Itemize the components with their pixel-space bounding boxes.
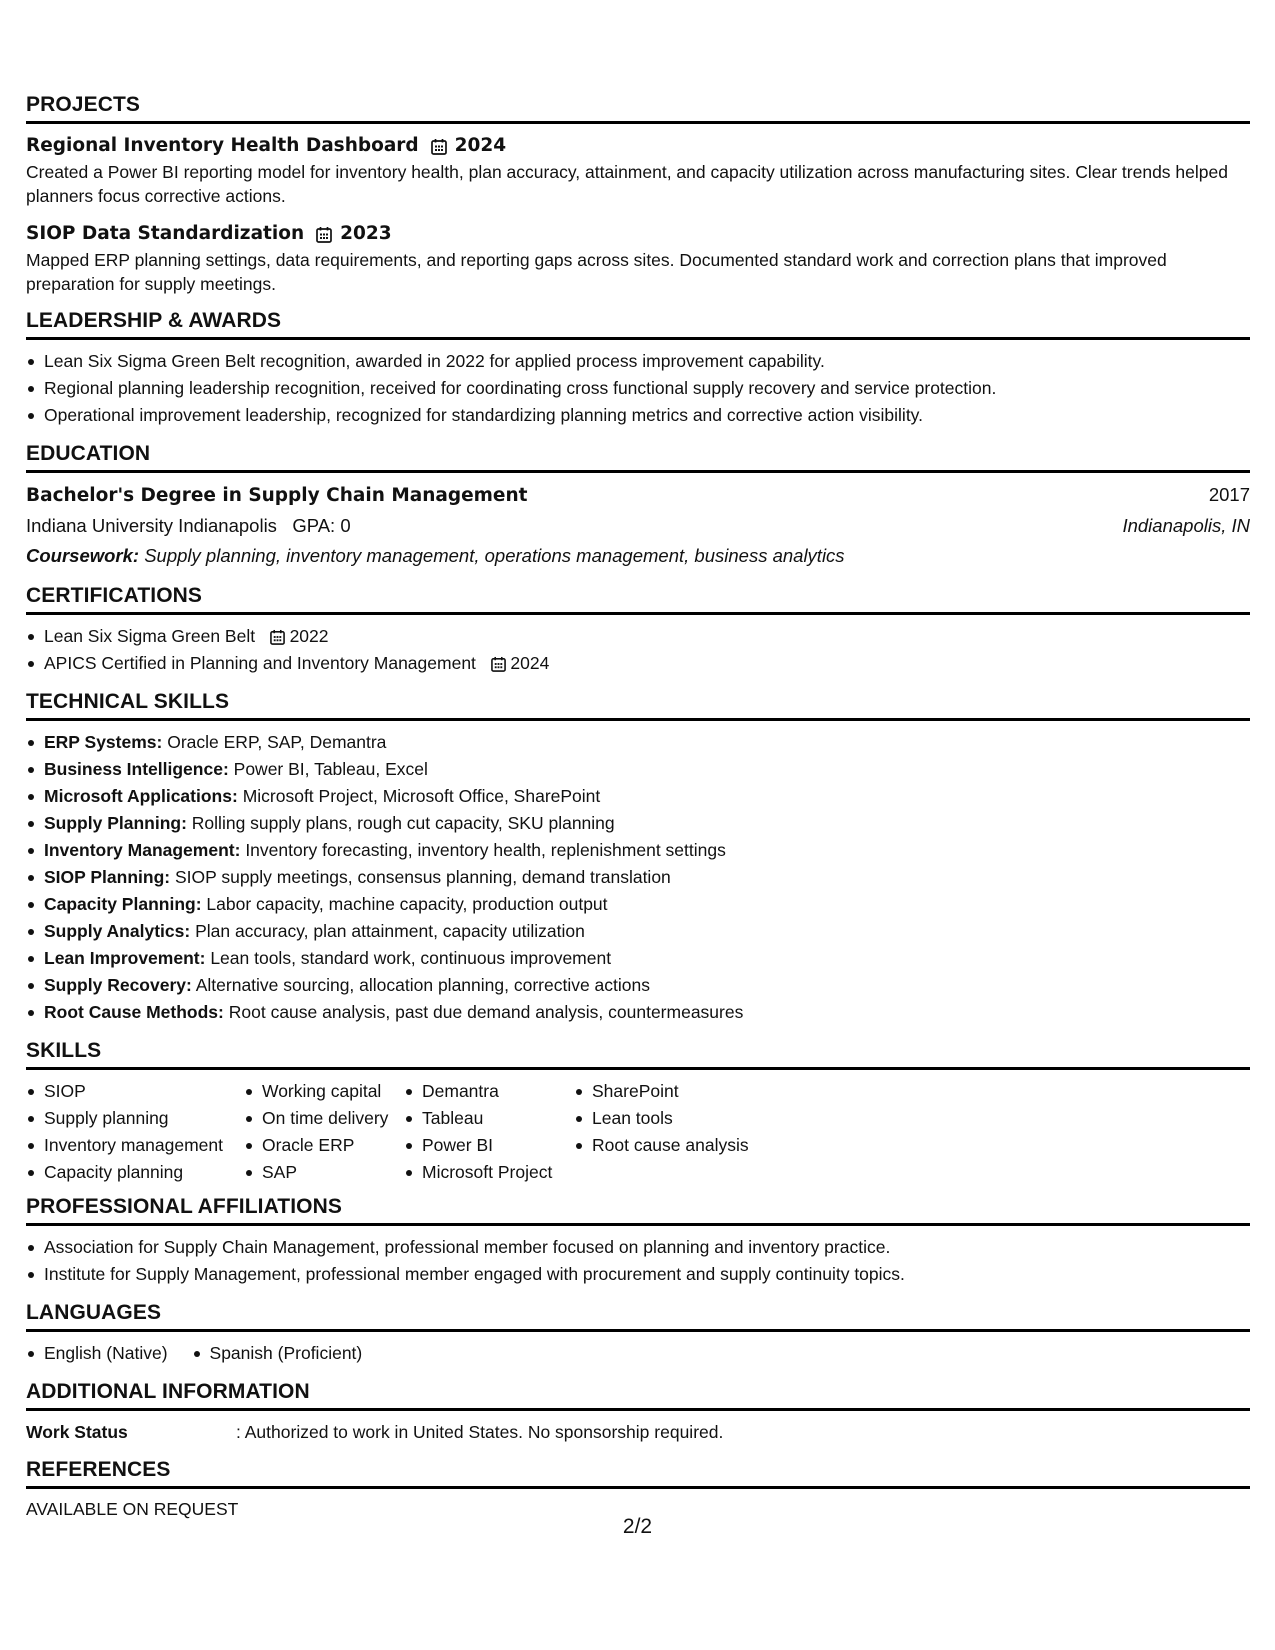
skill-category: Microsoft Applications: xyxy=(44,786,238,806)
skill-values: Alternative sourcing, allocation planning, corrective actions xyxy=(195,975,651,995)
languages-section xyxy=(26,1300,1250,1379)
list-item xyxy=(26,972,1250,999)
graduation-year: 2017 xyxy=(1208,484,1250,505)
skill-values: Inventory forecasting, inventory health, replenishment settings xyxy=(245,840,726,860)
list-item xyxy=(26,810,1250,837)
section-divider xyxy=(26,718,1250,721)
section-title-technical-skills: TECHNICAL SKILLS xyxy=(26,690,230,713)
list-item: Spanish (Proficient) xyxy=(192,1340,363,1367)
references-section xyxy=(26,1457,1250,1522)
skills-column xyxy=(26,1078,244,1186)
list-item: Supply planning xyxy=(26,1105,244,1132)
list-item: Regional planning leadership recognition, received for coordinating cross functional supply recovery and service protection. xyxy=(26,375,1250,402)
project-item xyxy=(26,220,1250,296)
section-divider xyxy=(26,470,1250,473)
certification-name: APICS Certified in Planning and Inventory Management xyxy=(44,653,476,673)
leadership-section xyxy=(26,308,1250,441)
section-divider xyxy=(26,121,1250,124)
references-text: AVAILABLE ON REQUEST xyxy=(26,1499,239,1519)
section-divider xyxy=(26,1486,1250,1489)
certifications-list xyxy=(26,623,1250,677)
work-status-row xyxy=(26,1419,1250,1445)
section-divider xyxy=(26,612,1250,615)
technical-skills-section xyxy=(26,689,1250,1038)
additional-info-section xyxy=(26,1379,1250,1457)
skill-category: Root Cause Methods: xyxy=(44,1002,224,1022)
school-location: Indianapolis, IN xyxy=(1122,515,1250,536)
skill-category: Supply Recovery: xyxy=(44,975,192,995)
list-item: SAP xyxy=(244,1159,404,1186)
project-name: SIOP Data Standardization xyxy=(26,223,305,244)
projects-section xyxy=(26,92,1250,296)
certification-date: 2024 xyxy=(510,653,550,673)
list-item xyxy=(26,729,1250,756)
list-item: Inventory management xyxy=(26,1132,244,1159)
skill-values: Plan accuracy, plan attainment, capacity utilization xyxy=(195,921,585,941)
gpa: GPA: 0 xyxy=(292,515,351,536)
list-item xyxy=(26,623,1250,650)
list-item xyxy=(26,891,1250,918)
degree: Bachelor's Degree in Supply Chain Management xyxy=(26,485,528,506)
skill-values: SIOP supply meetings, consensus planning, demand translation xyxy=(174,867,671,887)
list-item xyxy=(26,918,1250,945)
education-section xyxy=(26,441,1250,583)
section-divider xyxy=(26,1408,1250,1411)
skill-values: Power BI, Tableau, Excel xyxy=(233,759,428,779)
section-title-leadership: LEADERSHIP & AWARDS xyxy=(26,309,282,332)
section-title-education: EDUCATION xyxy=(26,442,151,465)
list-item xyxy=(26,650,1250,677)
certifications-section xyxy=(26,583,1250,689)
list-item xyxy=(26,783,1250,810)
list-item: Oracle ERP xyxy=(244,1132,404,1159)
list-item: Association for Supply Chain Management, professional member focused on planning and inventory practice. xyxy=(26,1234,1250,1261)
skill-category: Supply Analytics: xyxy=(44,921,191,941)
affiliations-list xyxy=(26,1234,1250,1288)
certification-name: Lean Six Sigma Green Belt xyxy=(44,626,256,646)
project-name: Regional Inventory Health Dashboard xyxy=(26,135,419,156)
skill-values: Labor capacity, machine capacity, production output xyxy=(206,894,608,914)
calendar-icon xyxy=(316,226,332,243)
skill-values: Oracle ERP, SAP, Demantra xyxy=(167,732,387,752)
skill-values: Root cause analysis, past due demand analysis, countermeasures xyxy=(228,1002,744,1022)
skills-column xyxy=(404,1078,574,1186)
section-title-skills: SKILLS xyxy=(26,1039,102,1062)
skill-values: Lean tools, standard work, continuous improvement xyxy=(210,948,612,968)
page-number: 2/2 xyxy=(622,1515,653,1538)
list-item: Operational improvement leadership, recognized for standardizing planning metrics and corrective action visibility. xyxy=(26,402,1250,429)
work-status-value: : Authorized to work in United States. No sponsorship required. xyxy=(236,1422,724,1442)
affiliations-section xyxy=(26,1194,1250,1300)
list-item: Tableau xyxy=(404,1105,574,1132)
coursework-label: Coursework: xyxy=(26,545,140,566)
list-item: Lean Six Sigma Green Belt recognition, awarded in 2022 for applied process improvement capability. xyxy=(26,348,1250,375)
section-divider xyxy=(26,1067,1250,1070)
skill-category: Capacity Planning: xyxy=(44,894,202,914)
skill-category: SIOP Planning: xyxy=(44,867,171,887)
list-item: English (Native) xyxy=(26,1340,168,1367)
skill-category: Business Intelligence: xyxy=(44,759,229,779)
list-item: Institute for Supply Management, professional member engaged with procurement and supply continuity topics. xyxy=(26,1261,1250,1288)
project-description: Created a Power BI reporting model for inventory health, plan accuracy, attainment, and capacity utilization across manufacturing sites. Clear trends helped planners focus corrective actions. xyxy=(26,162,1228,206)
technical-skills-list xyxy=(26,729,1250,1026)
section-title-references: REFERENCES xyxy=(26,1458,171,1481)
list-item: Capacity planning xyxy=(26,1159,244,1186)
list-item: On time delivery xyxy=(244,1105,404,1132)
skill-values: Microsoft Project, Microsoft Office, SharePoint xyxy=(242,786,601,806)
calendar-icon xyxy=(270,629,285,645)
list-item xyxy=(26,756,1250,783)
list-item xyxy=(26,945,1250,972)
school-name: Indiana University Indianapolis xyxy=(26,515,277,536)
section-divider xyxy=(26,337,1250,340)
work-status-label: Work Status xyxy=(26,1422,128,1442)
languages-list xyxy=(26,1340,1250,1367)
list-item xyxy=(26,864,1250,891)
list-item: Lean tools xyxy=(574,1105,794,1132)
skill-values: Rolling supply plans, rough cut capacity, SKU planning xyxy=(191,813,615,833)
project-date: 2024 xyxy=(454,135,507,156)
list-item: SIOP xyxy=(26,1078,244,1105)
list-item: Working capital xyxy=(244,1078,404,1105)
skills-column xyxy=(574,1078,794,1186)
list-item: Root cause analysis xyxy=(574,1132,794,1159)
list-item: Demantra xyxy=(404,1078,574,1105)
leadership-list xyxy=(26,348,1250,429)
skills-column xyxy=(244,1078,404,1186)
skill-category: Supply Planning: xyxy=(44,813,187,833)
list-item: SharePoint xyxy=(574,1078,794,1105)
section-title-certifications: CERTIFICATIONS xyxy=(26,584,203,607)
certification-date: 2022 xyxy=(289,626,329,646)
section-divider xyxy=(26,1223,1250,1226)
list-item xyxy=(26,999,1250,1026)
skill-category: ERP Systems: xyxy=(44,732,163,752)
project-date: 2023 xyxy=(340,223,392,244)
list-item xyxy=(26,837,1250,864)
project-item xyxy=(26,132,1250,208)
skills-grid xyxy=(26,1078,1250,1186)
resume-page xyxy=(26,92,1250,1522)
calendar-icon xyxy=(491,656,506,672)
skill-category: Inventory Management: xyxy=(44,840,241,860)
calendar-icon xyxy=(431,138,447,155)
section-title-projects: PROJECTS xyxy=(26,93,140,116)
coursework xyxy=(26,541,1250,571)
skill-category: Lean Improvement: xyxy=(44,948,206,968)
skills-section xyxy=(26,1038,1250,1194)
coursework-text: Supply planning, inventory management, operations management, business analytics xyxy=(144,545,845,566)
project-description: Mapped ERP planning settings, data requirements, and reporting gaps across sites. Documented standard work and correction plans that improved preparation for supply meetings. xyxy=(26,250,1167,294)
list-item: Power BI xyxy=(404,1132,574,1159)
section-title-languages: LANGUAGES xyxy=(26,1301,162,1324)
section-title-additional-info: ADDITIONAL INFORMATION xyxy=(26,1380,310,1403)
section-title-affiliations: PROFESSIONAL AFFILIATIONS xyxy=(26,1195,342,1218)
section-divider xyxy=(26,1329,1250,1332)
list-item: Microsoft Project xyxy=(404,1159,574,1186)
